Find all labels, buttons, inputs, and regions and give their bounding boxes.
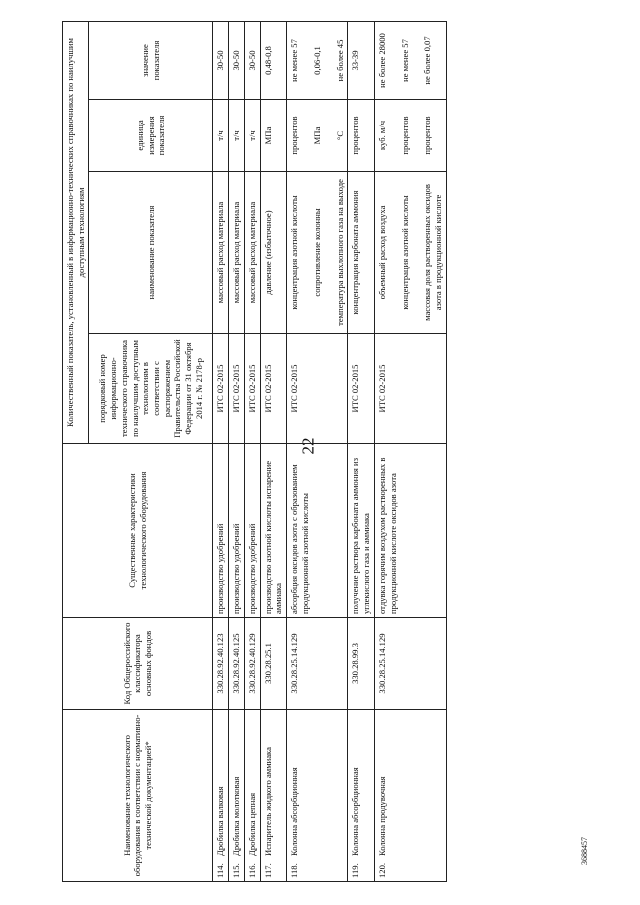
indicator-name: концентрация азотной кислоты [289, 195, 300, 310]
indicator-value: 0,06-0,1 [311, 46, 322, 75]
equipment-table [62, 21, 447, 882]
row-number: 116. [246, 863, 257, 878]
indicator-value: 0,48-0,8 [262, 46, 273, 75]
indicator-name: концентрация карбоната аммония [350, 190, 361, 315]
characteristics: производство удобрений [229, 444, 245, 618]
indicator-value-cell [348, 21, 374, 99]
indicator-unit: процентов [350, 116, 361, 155]
row-number: 118. [289, 863, 300, 878]
indicator-unit-cell [374, 100, 446, 172]
row-number: 115. [231, 863, 242, 878]
equipment-name-cell [244, 710, 260, 882]
row-number: 120. [376, 862, 387, 878]
indicator-unit: процентов [399, 116, 410, 155]
indicator-unit: т/ч [215, 130, 226, 141]
table-row [260, 21, 286, 881]
equipment-name: Колонна абсорбционная [289, 767, 300, 856]
header-group: Количественный показатель, установленный в информационно-технических справочниках по наилучшим доступным технологиям [63, 21, 89, 443]
indicator-value-cell [287, 21, 348, 99]
indicator-name: массовый расход материала [215, 201, 226, 304]
its-reference: ИТС 02-2015 [287, 334, 348, 444]
table-row [348, 21, 374, 881]
its-reference: ИТС 02-2015 [229, 334, 245, 444]
indicator-value-cell [213, 21, 229, 99]
table-row [229, 21, 245, 881]
indicator-unit: т/ч [246, 130, 257, 141]
indicator-value-cell [244, 21, 260, 99]
table-body [213, 21, 446, 881]
rotated-table-container [62, 22, 582, 882]
equipment-name: Дробилка молотковая [231, 776, 242, 856]
equipment-name: Испаритель жидкого аммиака [262, 747, 273, 856]
indicator-name: давление (избыточное) [262, 210, 273, 295]
header-characteristics: Существенные характеристики технологического оборудования [63, 444, 213, 618]
characteristics: производство азотной кислоты испарение аммиака [260, 444, 286, 618]
indicator-unit: процентов [289, 116, 300, 155]
indicator-name-cell [374, 172, 446, 334]
indicator-unit-cell [348, 100, 374, 172]
indicator-name: объемный расход воздуха [376, 205, 387, 300]
header-code: Код Общероссийского классификатора основных фондов [63, 618, 213, 710]
equipment-name-cell [374, 710, 446, 882]
indicator-unit-cell [213, 100, 229, 172]
characteristics: получение раствора карбоната аммония из углекислого газа и аммиака [348, 444, 374, 618]
indicator-name: массовый расход материала [246, 201, 257, 304]
characteristics: абсорбция оксидов азота с образованием продукционной азотной кислоты [287, 444, 348, 618]
row-number: 119. [350, 863, 361, 878]
header-name: Наименование технологического оборудования в соответствии с нормативно-технической документацией* [63, 710, 213, 882]
equipment-name-cell [287, 710, 348, 882]
header-unit: единица измерения показателя [89, 100, 213, 172]
indicator-name: массовая доля растворенных оксидов азота в продукционной кислоте [422, 184, 444, 321]
table-row [374, 21, 446, 881]
okof-code: 330.28.92.40.129 [244, 618, 260, 710]
indicator-name: массовый расход материала [231, 201, 242, 304]
row-number: 117. [262, 863, 273, 878]
table-row [244, 21, 260, 881]
indicator-unit-cell [260, 100, 286, 172]
indicator-value-cell [260, 21, 286, 99]
equipment-name-cell [348, 710, 374, 882]
indicator-unit-cell [229, 100, 245, 172]
header-indicator-name: наименование показателя [89, 172, 213, 334]
indicator-name-cell [348, 172, 374, 334]
indicator-unit: процентов [422, 116, 433, 155]
its-reference: ИТС 02-2015 [244, 334, 260, 444]
indicator-name-cell [229, 172, 245, 334]
indicator-name-cell [287, 172, 348, 334]
row-number: 114. [215, 863, 226, 878]
equipment-name-cell [260, 710, 286, 882]
characteristics: отдувка горячим воздухом растворенных в продукционной кислоте оксидов азота [374, 444, 446, 618]
indicator-value: не более 28000 [376, 33, 387, 88]
its-reference: ИТС 02-2015 [213, 334, 229, 444]
indicator-value: 33-39 [350, 50, 361, 71]
equipment-name-cell [213, 710, 229, 882]
page-number: 22 [298, 437, 318, 455]
indicator-unit: МПа [311, 126, 322, 145]
okof-code: 330.28.92.40.125 [229, 618, 245, 710]
indicator-unit-cell [287, 100, 348, 172]
header-ref-number: порядковый номер информационно-технического справочника по наилучшим доступным технологиям в соответствии с распоряжением Правительства Российской Федерации от 31 октября 2014 г. № 2178-р [89, 334, 213, 444]
indicator-value: не более 0,07 [422, 36, 433, 85]
indicator-unit: °С [334, 130, 345, 141]
okof-code: 330.28.25.14.129 [287, 618, 348, 710]
its-reference: ИТС 02-2015 [348, 334, 374, 444]
equipment-name: Дробилка валковая [215, 786, 226, 856]
indicator-value: 30-50 [246, 50, 257, 71]
indicator-value: 30-50 [231, 50, 242, 71]
equipment-name-cell [229, 710, 245, 882]
indicator-value: 30-50 [215, 50, 226, 71]
its-reference: ИТС 02-2015 [374, 334, 446, 444]
indicator-value: не менее 57 [399, 39, 410, 82]
indicator-value-cell [374, 21, 446, 99]
indicator-unit-cell [244, 100, 260, 172]
indicator-unit: куб. м/ч [376, 120, 387, 151]
indicator-name-cell [260, 172, 286, 334]
indicator-unit: т/ч [231, 130, 242, 141]
indicator-name: температура выхлопного газа на выходе [334, 179, 345, 326]
indicator-name-cell [213, 172, 229, 334]
characteristics: производство удобрений [244, 444, 260, 618]
table-row [213, 21, 229, 881]
indicator-value: не более 45 [334, 39, 345, 82]
document-id: 3688457 [580, 837, 589, 865]
equipment-name: Дробилка цепная [246, 792, 257, 856]
indicator-unit: МПа [262, 126, 273, 145]
equipment-name: Колонна абсорбционная [350, 767, 361, 856]
okof-code: 330.28.25.1 [260, 618, 286, 710]
indicator-name-cell [244, 172, 260, 334]
table-row [287, 21, 348, 881]
indicator-value-cell [229, 21, 245, 99]
indicator-value: не менее 57 [289, 39, 300, 82]
okof-code: 330.28.92.40.123 [213, 618, 229, 710]
equipment-name: Колонна продувочная [376, 776, 387, 856]
okof-code: 330.28.25.14.129 [374, 618, 446, 710]
indicator-name: концентрация азотной кислоты [399, 195, 410, 310]
characteristics: производство удобрений [213, 444, 229, 618]
header-value: значение показателя [89, 21, 213, 99]
okof-code: 330.28.99.3 [348, 618, 374, 710]
indicator-name: сопротивление колонны [311, 208, 322, 297]
its-reference: ИТС 02-2015 [260, 334, 286, 444]
